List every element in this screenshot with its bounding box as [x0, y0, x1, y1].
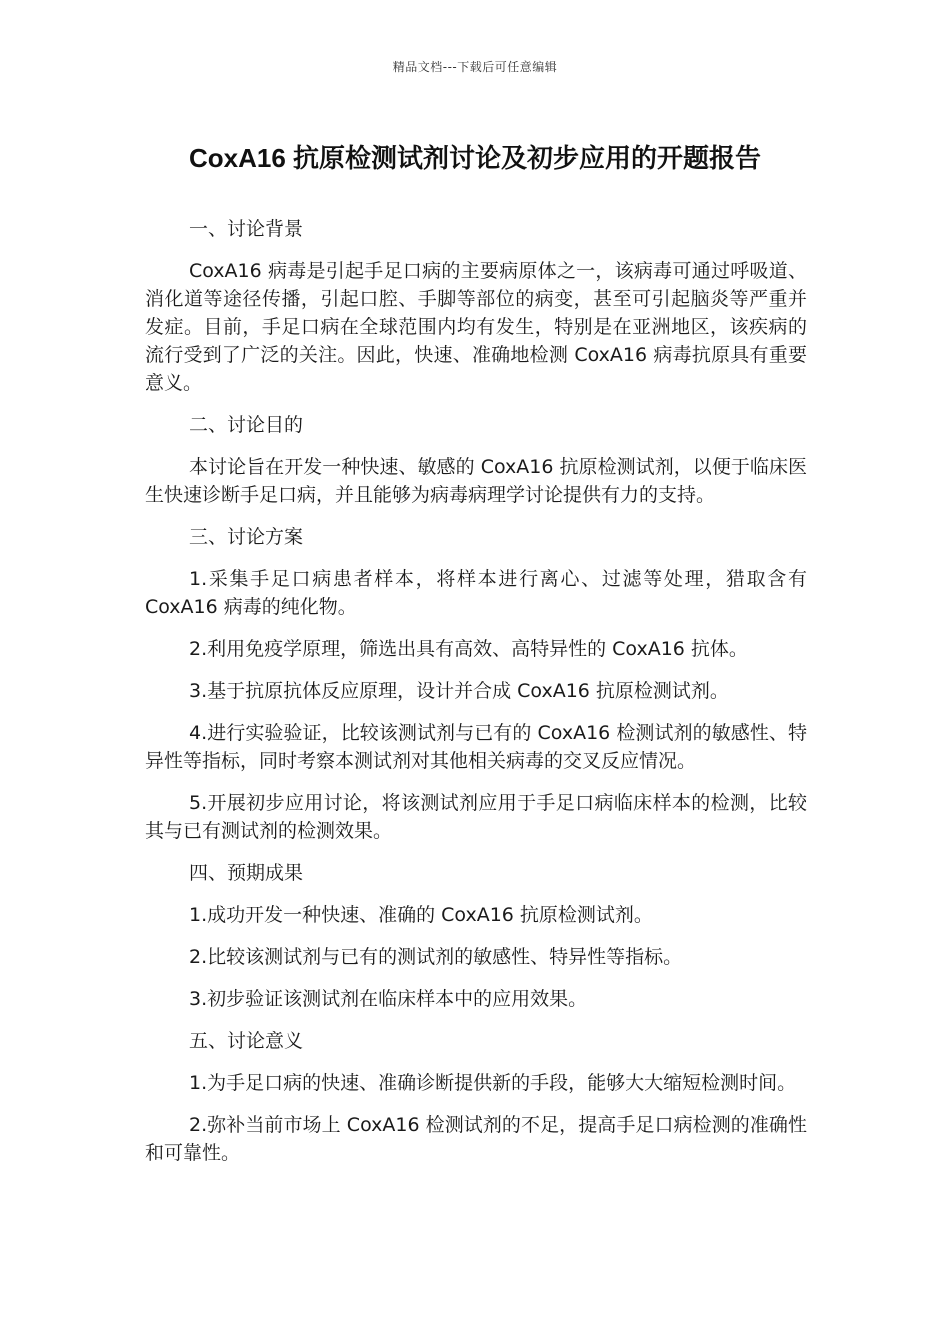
plan-item-3: 3.基于抗原抗体反应原理，设计并合成 CoxA16 抗原检测试剂。	[189, 680, 729, 702]
section-heading-background: 一、讨论背景	[189, 218, 304, 240]
document-body	[145, 215, 807, 1181]
section-heading-outcomes: 四、预期成果	[189, 862, 304, 884]
outcome-item-2: 2.比较该测试剂与已有的测试剂的敏感性、特异性等指标。	[189, 946, 683, 968]
section-heading-purpose: 二、讨论目的	[189, 414, 304, 436]
header-note: 精品文档---下载后可任意编辑	[392, 60, 558, 74]
plan-item-4: 4.进行实验验证，比较该测试剂与已有的 CoxA16 检测试剂的敏感性、特异性等指标，同时考察本测试剂对其他相关病毒的交叉反应情况。	[145, 722, 807, 772]
outcome-item-1: 1.成功开发一种快速、准确的 CoxA16 抗原检测试剂。	[189, 904, 653, 926]
document-title: CoxA16 抗原检测试剂讨论及初步应用的开题报告	[188, 143, 762, 173]
plan-item-2: 2.利用免疫学原理，筛选出具有高效、高特异性的 CoxA16 抗体。	[189, 638, 748, 660]
paragraph-purpose: 本讨论旨在开发一种快速、敏感的 CoxA16 抗原检测试剂，以便于临床医生快速诊断手足口病，并且能够为病毒病理学讨论提供有力的支持。	[145, 456, 807, 506]
significance-item-1: 1.为手足口病的快速、准确诊断提供新的手段，能够大大缩短检测时间。	[189, 1072, 797, 1094]
section-heading-plan: 三、讨论方案	[189, 526, 304, 548]
plan-item-1: 1.采集手足口病患者样本，将样本进行离心、过滤等处理，猎取含有 CoxA16 病毒的纯化物。	[145, 568, 807, 618]
significance-item-2: 2.弥补当前市场上 CoxA16 检测试剂的不足，提高手足口病检测的准确性和可靠性。	[145, 1114, 807, 1164]
outcome-item-3: 3.初步验证该测试剂在临床样本中的应用效果。	[189, 988, 588, 1010]
plan-item-5: 5.开展初步应用讨论，将该测试剂应用于手足口病临床样本的检测，比较其与已有测试剂的检测效果。	[145, 792, 807, 842]
section-heading-significance: 五、讨论意义	[189, 1030, 304, 1052]
paragraph-background: CoxA16 病毒是引起手足口病的主要病原体之一，该病毒可通过呼吸道、消化道等途径传播，引起口腔、手脚等部位的病变，甚至可引起脑炎等严重并发症。目前，手足口病在全球范围内均有发生，特别是在亚洲地区，该疾病的流行受到了广泛的关注。因此，快速、准确地检测 CoxA16 病毒抗原具有重要意义。	[145, 260, 807, 394]
